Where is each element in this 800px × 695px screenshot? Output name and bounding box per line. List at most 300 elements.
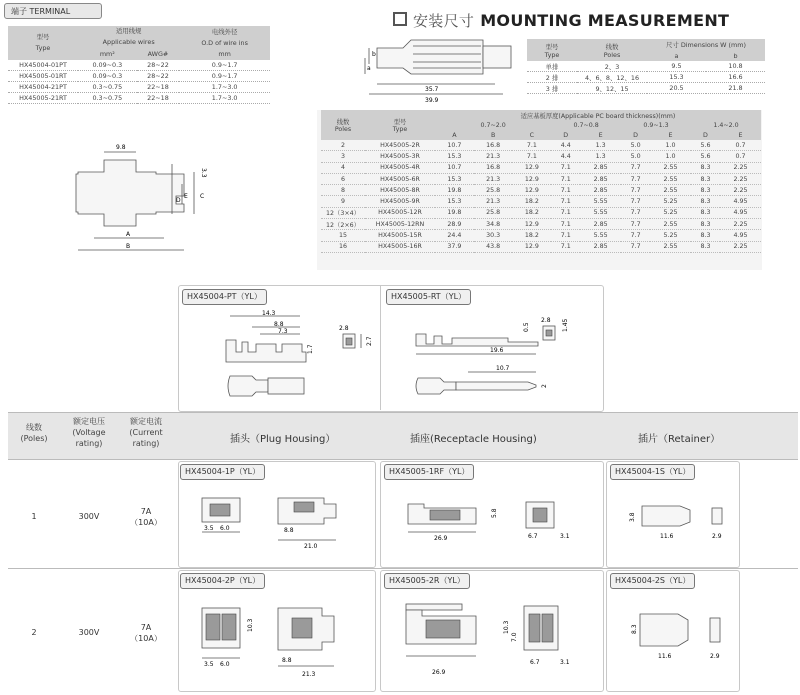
cell: 18.2 — [512, 196, 551, 207]
plug2-cavity-right — [222, 614, 236, 640]
th-cur-en1: (Current — [129, 428, 163, 437]
rt-label: HX45005-RT（YL） — [386, 289, 471, 305]
cell: 7.1 — [512, 140, 551, 151]
dim-label: 8.3 — [631, 624, 638, 634]
cell: 21.3 — [474, 196, 513, 207]
cell: 37.9 — [435, 241, 474, 252]
dim-label: 39.9 — [425, 97, 439, 104]
cell: 0.3~0.75 — [78, 82, 137, 93]
th-plug: 插头（Plug Housing） — [230, 434, 336, 445]
cell: 18.2 — [512, 207, 551, 218]
pt-label: HX45004-PT（YL） — [182, 289, 267, 305]
dim-label: 3.3 — [200, 168, 207, 178]
row2-plug-label: HX45004-2P（YL） — [180, 573, 265, 589]
th-range: 0.7~0.8 — [551, 120, 621, 130]
th-range: 0.7~2.0 — [435, 120, 551, 130]
cell: 2.55 — [650, 162, 691, 173]
cell: 5.55 — [580, 207, 621, 218]
cell: 8.3 — [691, 162, 720, 173]
pt-terminal-drawing — [212, 308, 342, 408]
row1-voltage: 300V — [78, 512, 100, 521]
table-row — [321, 207, 761, 218]
cell: 4.4 — [551, 151, 580, 162]
th-poles — [321, 110, 365, 140]
row1-retainer-label: HX45004-1S（YL） — [610, 464, 695, 480]
pt-top-view-back — [268, 378, 304, 394]
dim-label: 8.8 — [274, 321, 284, 328]
th-cur-en2: rating) — [132, 439, 160, 448]
th-poles-cn: 线数 — [336, 119, 350, 126]
table-row — [321, 196, 761, 207]
pcb-thickness-table — [321, 110, 761, 253]
cell: 2.85 — [580, 185, 621, 196]
cell: 8.3 — [691, 219, 720, 230]
table-row — [8, 93, 270, 104]
cell: 15.3 — [435, 173, 474, 184]
cell: 5.6 — [691, 151, 720, 162]
grid-line — [8, 568, 798, 569]
cell: 1.3 — [580, 151, 621, 162]
th-range: 1.4~2.0 — [691, 120, 761, 130]
cell: 12.9 — [512, 219, 551, 230]
th-a: a — [647, 50, 706, 61]
cell: 7.7 — [621, 241, 650, 252]
cell: 8.3 — [691, 185, 720, 196]
dim-label: A — [126, 231, 131, 238]
table-row — [8, 71, 270, 82]
cell: HX45005-21RT — [8, 93, 78, 104]
plug-cavity — [210, 504, 230, 516]
th-mtype — [527, 39, 577, 61]
square-bullet-icon — [393, 12, 407, 26]
cell: 2.55 — [650, 185, 691, 196]
dim-label: 2.7 — [366, 336, 373, 346]
panel-divider — [380, 286, 381, 410]
table-row — [321, 162, 761, 173]
table-row — [321, 219, 761, 230]
dim-label: 3.5 — [204, 525, 214, 532]
mounting-title — [393, 10, 729, 31]
cell: HX45005-2R — [365, 140, 435, 151]
row1-poles: 1 — [31, 512, 37, 521]
cell: HX45005-8R — [365, 185, 435, 196]
table-row — [321, 230, 761, 241]
cell: 4.95 — [720, 196, 761, 207]
cell: 7.7 — [621, 207, 650, 218]
dim-label: 21.3 — [302, 671, 316, 678]
cell: 10.7 — [435, 140, 474, 151]
cell: 25.8 — [474, 207, 513, 218]
cell: 16.8 — [474, 162, 513, 173]
mounting-title-en: MOUNTING MEASUREMENT — [480, 11, 730, 30]
row2-poles: 2 — [31, 628, 37, 637]
th-retainer: 插片（Retainer） — [638, 434, 721, 445]
cell: 7.7 — [621, 185, 650, 196]
dim-label: 8.8 — [284, 527, 294, 534]
cell: 2 — [321, 140, 365, 151]
th-range: 0.9~1.3 — [621, 120, 691, 130]
th-ptype-en: Type — [392, 126, 408, 133]
cell: HX45005-9R — [365, 196, 435, 207]
cell: 20.5 — [647, 83, 706, 94]
receptacle2-window — [426, 620, 460, 638]
dim-label: 2.9 — [710, 653, 720, 660]
dim-label: 8.8 — [282, 657, 292, 664]
th-mtype-cn: 型号 — [545, 42, 559, 51]
th-col: E — [650, 130, 691, 140]
row2-receptacle-label: HX45005-2R（YL） — [384, 573, 470, 589]
dim-label: 10.3 — [247, 618, 254, 632]
rt-top-view-front — [416, 378, 456, 394]
dim-label: 11.6 — [658, 653, 672, 660]
connector-end — [483, 46, 511, 68]
cell: 7.7 — [621, 173, 650, 184]
terminal-title: 端子 TERMINAL — [4, 3, 102, 19]
th-volt-en1: (Voltage — [72, 428, 106, 437]
cell: 2.55 — [650, 219, 691, 230]
dim-label: 10.3 — [503, 620, 510, 634]
row2-current-1: 7A — [140, 623, 152, 632]
dim-label: C — [200, 193, 205, 200]
cell: 15.3 — [435, 196, 474, 207]
plug-side-window — [294, 502, 314, 512]
th-col: C — [512, 130, 551, 140]
dim-label: 0.5 — [523, 322, 530, 332]
th-type — [8, 26, 78, 60]
receptacle-cavity — [533, 508, 547, 522]
cell: 25.8 — [474, 185, 513, 196]
cell: 22~18 — [137, 82, 180, 93]
cell: HX45005-3R — [365, 151, 435, 162]
dim-label: 6.7 — [528, 533, 538, 540]
table-row — [321, 151, 761, 162]
cell: HX45004-21PT — [8, 82, 78, 93]
cell: 28.9 — [435, 219, 474, 230]
dim-label: 3.8 — [629, 512, 636, 522]
table-row — [527, 83, 765, 94]
cell: 21.3 — [474, 173, 513, 184]
dim-label: 10.7 — [496, 365, 510, 372]
cell: 7.1 — [551, 162, 580, 173]
th-main-poles-en: (Poles) — [20, 434, 48, 443]
cell: 8.3 — [691, 241, 720, 252]
dim-label: 6.7 — [530, 659, 540, 666]
cell: 2.25 — [720, 185, 761, 196]
cell: 5.0 — [621, 140, 650, 151]
dim-label: 1.7 — [307, 344, 314, 354]
cell: 单排 — [527, 61, 577, 72]
pt-end-view — [337, 322, 377, 364]
cell: 1.3 — [580, 140, 621, 151]
cell: 16.8 — [474, 140, 513, 151]
dim-label: B — [126, 243, 131, 250]
cell: 12（2×6） — [321, 219, 365, 230]
cell: 0.7 — [720, 151, 761, 162]
cell: HX45005-01RT — [8, 71, 78, 82]
cell: 15 — [321, 230, 365, 241]
cell: 30.3 — [474, 230, 513, 241]
cell: HX45005-12R — [365, 207, 435, 218]
pt-top-view-front — [228, 376, 268, 396]
cell: 2.25 — [720, 162, 761, 173]
row2-receptacle-drawing — [398, 594, 600, 688]
cell: 3 排 — [527, 83, 577, 94]
cell: 24.4 — [435, 230, 474, 241]
cell: 7.7 — [621, 219, 650, 230]
cell: 7.1 — [551, 219, 580, 230]
cell: 2.25 — [720, 173, 761, 184]
row2-current-2: （10A） — [130, 634, 162, 643]
cell: 16.6 — [706, 72, 765, 83]
cell: HX45005-6R — [365, 173, 435, 184]
cell: 0.9~1.7 — [179, 60, 270, 71]
th-od — [179, 26, 270, 60]
th-mpoles — [577, 39, 647, 61]
cell: 2.85 — [580, 219, 621, 230]
receptacle-window — [430, 510, 460, 520]
row1-current-1: 7A — [140, 507, 152, 516]
cell: 2.85 — [580, 241, 621, 252]
cell: 9、12、15 — [577, 83, 647, 94]
retainer-side — [642, 506, 690, 526]
cell: 4.4 — [551, 140, 580, 151]
cell: 8.3 — [691, 207, 720, 218]
cross-outline — [76, 160, 184, 226]
mounting-board-drawing — [363, 34, 519, 106]
row1-receptacle-label: HX45005-1RF（YL） — [384, 464, 474, 480]
cell: 8 — [321, 185, 365, 196]
cell: 0.9~1.7 — [179, 71, 270, 82]
terminal-table — [8, 26, 270, 104]
cell: 7.1 — [512, 151, 551, 162]
pt-end-slot — [346, 338, 352, 345]
dim-label: 5.8 — [491, 508, 498, 518]
cell: 7.7 — [621, 162, 650, 173]
mounting-table — [527, 39, 765, 94]
cell: 34.8 — [474, 219, 513, 230]
cell: 1.7~3.0 — [179, 82, 270, 93]
th-col: B — [474, 130, 513, 140]
cell: HX45005-12RN — [365, 219, 435, 230]
dim-label: 7.0 — [511, 632, 518, 642]
dim-label: 21.0 — [304, 543, 318, 550]
row2-plug-drawing — [194, 596, 372, 686]
th-dims: 尺寸 Dimensions W (mm) — [647, 39, 765, 50]
dim-label: 2.8 — [339, 325, 349, 332]
dim-label: 19.6 — [490, 347, 504, 354]
rt-end-slot — [546, 330, 552, 336]
retainer2-end — [710, 618, 720, 642]
cell: 2、3 — [577, 61, 647, 72]
cell: 5.25 — [650, 230, 691, 241]
cell: HX45005-4R — [365, 162, 435, 173]
plug2-side-window — [292, 618, 312, 638]
dim-label: 35.7 — [425, 86, 439, 93]
cell: 12.9 — [512, 162, 551, 173]
th-ptype — [365, 110, 435, 140]
th-wires-en: Applicable wires — [102, 38, 155, 46]
cell: 0.3~0.75 — [78, 93, 137, 104]
cell: HX45005-15R — [365, 230, 435, 241]
th-type-en: Type — [35, 44, 51, 52]
th-col: D — [621, 130, 650, 140]
table-row — [321, 185, 761, 196]
th-type-cn: 型号 — [36, 33, 50, 41]
dim-label: 11.6 — [660, 533, 674, 540]
plug2-cavity-left — [206, 614, 220, 640]
dim-label: b — [372, 51, 376, 58]
dim-label: 7.3 — [278, 328, 288, 335]
dim-label: 1.45 — [562, 318, 569, 332]
cell: 8.3 — [691, 230, 720, 241]
dim-label: 26.9 — [432, 669, 446, 676]
dim-label: a — [367, 65, 371, 72]
table-row — [8, 82, 270, 93]
row2-current — [118, 622, 174, 644]
th-mpoles-en: Poles — [603, 50, 621, 59]
row2-voltage: 300V — [78, 628, 100, 637]
dim-label: 2.9 — [712, 533, 722, 540]
th-col: D — [691, 130, 720, 140]
th-od-cn: 电线外径 — [211, 27, 238, 36]
cell: 10.7 — [435, 162, 474, 173]
th-b: b — [706, 50, 765, 61]
receptacle2-top — [406, 604, 462, 610]
mounting-title-cn: 安装尺寸 — [413, 12, 475, 30]
cell: HX45004-01PT — [8, 60, 78, 71]
cell: 12.9 — [512, 173, 551, 184]
cell: 10.8 — [706, 61, 765, 72]
th-col: E — [720, 130, 761, 140]
cell: 7.7 — [621, 230, 650, 241]
dim-label: 9.8 — [116, 144, 126, 151]
th-main-voltage — [60, 416, 118, 449]
cell: 12.9 — [512, 241, 551, 252]
cell: 4.95 — [720, 207, 761, 218]
cell: 7.1 — [551, 196, 580, 207]
cell: 15.3 — [435, 151, 474, 162]
th-od-mm: mm — [218, 49, 231, 58]
rt-top-view-pin — [456, 382, 536, 390]
cell: 1.0 — [650, 140, 691, 151]
cell: 0.09~0.3 — [78, 71, 137, 82]
cell: 0.09~0.3 — [78, 60, 137, 71]
row2-retainer-label: HX45004-2S（YL） — [610, 573, 695, 589]
cell: 16 — [321, 241, 365, 252]
th-main-poles — [14, 422, 54, 444]
receptacle2-cavity-right — [542, 614, 553, 642]
cell: 1.0 — [650, 151, 691, 162]
cell: 28~22 — [137, 60, 180, 71]
th-wires — [78, 26, 179, 48]
retainer2-side — [640, 614, 688, 646]
table-row — [321, 173, 761, 184]
dim-label: 3.5 — [204, 661, 214, 668]
cell: 7.1 — [551, 241, 580, 252]
cell: 7.1 — [551, 173, 580, 184]
th-col: A — [435, 130, 474, 140]
th-volt-cn: 额定电压 — [73, 417, 105, 426]
cell: 6 — [321, 173, 365, 184]
dim-label: 6.0 — [220, 661, 230, 668]
dim-label: 3.1 — [560, 533, 570, 540]
th-main-poles-cn: 线数 — [26, 423, 42, 432]
th-main-current — [118, 416, 174, 449]
table-row — [321, 241, 761, 252]
row1-retainer-drawing — [620, 494, 740, 544]
cell: 7.1 — [551, 230, 580, 241]
th-poles-en: Poles — [334, 126, 352, 133]
cell: 9 — [321, 196, 365, 207]
cell: 5.0 — [621, 151, 650, 162]
cell: 9.5 — [647, 61, 706, 72]
th-col: D — [551, 130, 580, 140]
cell: 7.7 — [621, 196, 650, 207]
th-col: E — [580, 130, 621, 140]
cell: 7.1 — [551, 207, 580, 218]
cell: 7.1 — [551, 185, 580, 196]
cell: 21.8 — [706, 83, 765, 94]
cell: 0.7 — [720, 140, 761, 151]
cell: 2.55 — [650, 173, 691, 184]
th-mm2: mm² — [78, 48, 137, 60]
grid-line — [8, 459, 798, 460]
cell: 28~22 — [137, 71, 180, 82]
cell: 8.3 — [691, 173, 720, 184]
retainer-end — [712, 508, 722, 524]
dim-label: 6.0 — [220, 525, 230, 532]
cell: 4、6、8、12、16 — [577, 72, 647, 83]
row1-current — [118, 506, 174, 528]
th-volt-en2: rating) — [75, 439, 103, 448]
cell: 8.3 — [691, 196, 720, 207]
cell: 19.8 — [435, 207, 474, 218]
cell: 3 — [321, 151, 365, 162]
th-awg: AWG# — [137, 48, 180, 60]
table-row — [321, 140, 761, 151]
row1-plug-drawing — [196, 488, 371, 550]
cell: 5.25 — [650, 196, 691, 207]
cell: 5.6 — [691, 140, 720, 151]
row2-retainer-drawing — [618, 600, 738, 670]
th-ptype-cn: 型号 — [393, 119, 407, 126]
table-row — [8, 60, 270, 71]
pcb-body — [321, 140, 761, 252]
cell: 43.8 — [474, 241, 513, 252]
dim-label: 26.9 — [434, 535, 448, 542]
cell: 2.25 — [720, 241, 761, 252]
table-row — [527, 61, 765, 72]
th-cur-cn: 额定电流 — [130, 417, 162, 426]
cell: 21.3 — [474, 151, 513, 162]
cell: 15.3 — [647, 72, 706, 83]
cell: 12（3×4） — [321, 207, 365, 218]
cell: 4.95 — [720, 230, 761, 241]
th-receptacle: 插座(Receptacle Housing) — [410, 434, 537, 445]
cell: 5.55 — [580, 196, 621, 207]
th-thickness: 适应基板厚度(Applicable PC board thickness)(mm) — [435, 110, 761, 120]
cell: 2.85 — [580, 162, 621, 173]
cell: 19.8 — [435, 185, 474, 196]
row1-plug-label: HX45004-1P（YL） — [180, 464, 265, 480]
cell: 22~18 — [137, 93, 180, 104]
pt-side-view — [226, 340, 306, 362]
dim-label: D — [176, 197, 181, 204]
cell: 18.2 — [512, 230, 551, 241]
rt-end-view — [535, 310, 580, 350]
cell: 2 排 — [527, 72, 577, 83]
cell: 4 — [321, 162, 365, 173]
